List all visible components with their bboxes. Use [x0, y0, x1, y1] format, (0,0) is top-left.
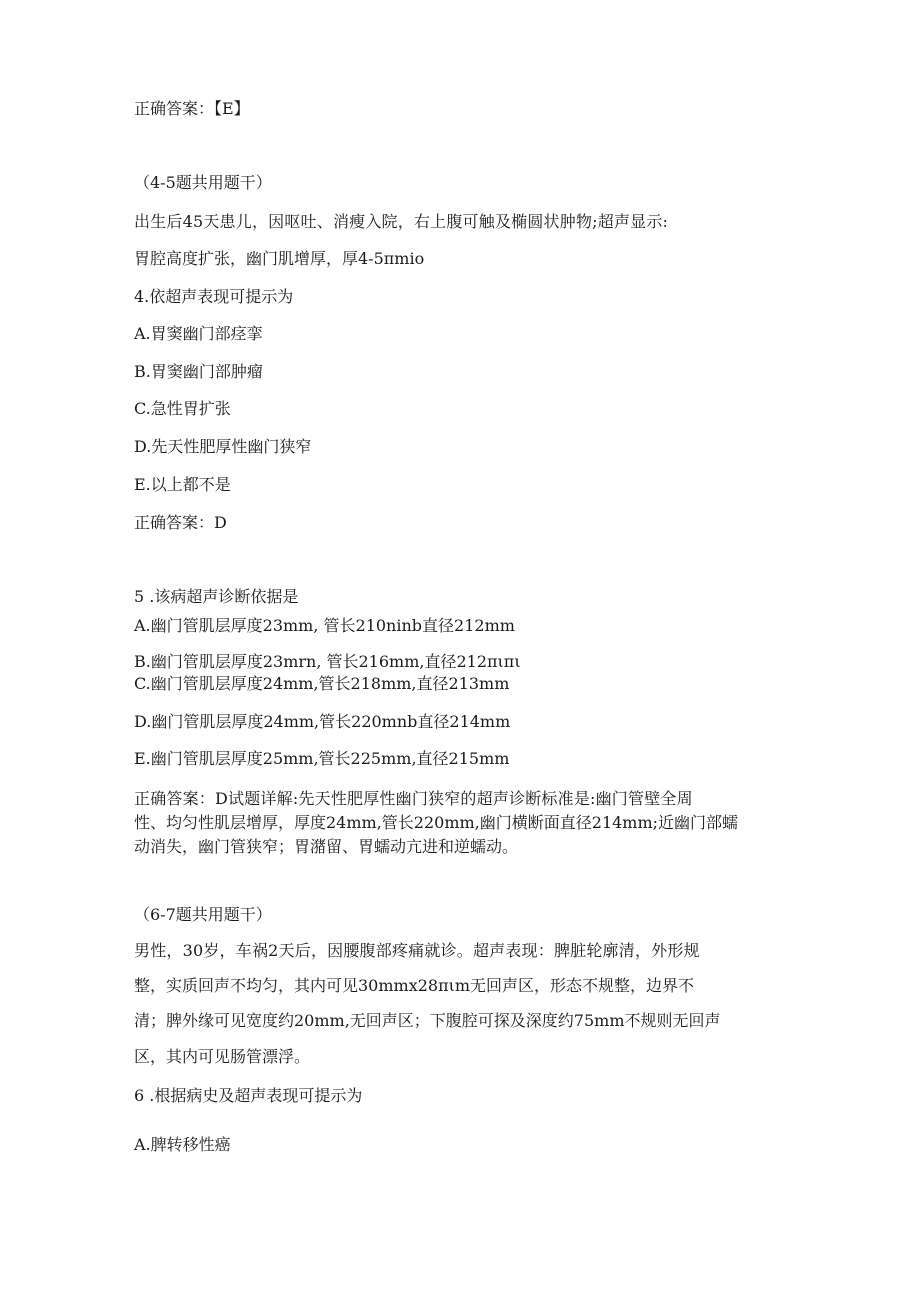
answer-explanation-line-2: 性、均匀性肌层增厚，厚度24mm,管长220mm,幽门横断面直径214mm;近幽门部蠕: [134, 813, 739, 832]
case-stem-6-7-line-3: 清；脾外缘可见宽度约20mm,无回声区；下腹腔可探及深度约75mm不规则无回声: [134, 1011, 721, 1030]
answer-line-4: 正确答案：D: [134, 513, 227, 532]
q5-option-c: C.幽门管肌层厚度24mm,管长218mm,直径213mm: [134, 674, 510, 693]
case-stem-6-7-line-4: 区，其内可见肠管漂浮。: [134, 1047, 311, 1066]
case-stem-line-1: 出生后45天患儿，因呕吐、消瘦入院，右上腹可触及椭圆状肿物;超声显示:: [134, 212, 669, 231]
answer-explanation-line-1: 正确答案：D试题详解:先天性肥厚性幽门狭窄的超声诊断标准是:幽门管壁全周: [134, 789, 693, 808]
question-5: 5 .该病超声诊断依据是: [134, 587, 299, 606]
q5-option-a: A.幽门管肌层厚度23mm, 管长210ninb直径212mm: [134, 616, 515, 635]
case-stem-6-7-line-1: 男性，30岁，车祸2天后，因腰腹部疼痛就诊。超声表现：脾脏轮廓清，外形规: [134, 941, 700, 960]
q5-option-b: B.幽门管肌层厚度23mrn, 管长216mm,直径212πιπι: [134, 652, 521, 671]
q4-option-b: B.胃窦幽门部肿瘤: [134, 362, 263, 381]
q4-option-e: E.以上都不是: [134, 475, 231, 494]
question-6: 6 .根据病史及超声表现可提示为: [134, 1086, 363, 1105]
answer-explanation-line-3: 动消失，幽门管狭窄；胃潴留、胃蠕动亢进和逆蠕动。: [134, 837, 519, 856]
shared-stem-heading-4-5: （4-5题共用题干）: [134, 173, 272, 192]
q6-option-a: A.脾转移性癌: [134, 1135, 231, 1154]
q4-option-d: D.先天性肥厚性幽门狭窄: [134, 437, 312, 456]
question-4: 4.依超声表现可提示为: [134, 287, 294, 306]
q4-option-c: C.急性胃扩张: [134, 399, 231, 418]
case-stem-line-2: 胃腔高度扩张，幽门肌增厚，厚4-5πmio: [134, 249, 425, 268]
answer-line-3: 正确答案：【E】: [134, 99, 250, 118]
q5-option-e: E.幽门管肌层厚度25mm,管长225mm,直径215mm: [134, 749, 510, 768]
case-stem-6-7-line-2: 整，实质回声不均匀，其内可见30mmx28πιm无回声区，形态不规整，边界不: [134, 976, 695, 995]
q4-option-a: A.胃窦幽门部痉挛: [134, 324, 263, 343]
shared-stem-heading-6-7: （6-7题共用题干）: [134, 905, 272, 924]
q5-option-d: D.幽门管肌层厚度24mm,管长220mnb直径214mm: [134, 712, 511, 731]
